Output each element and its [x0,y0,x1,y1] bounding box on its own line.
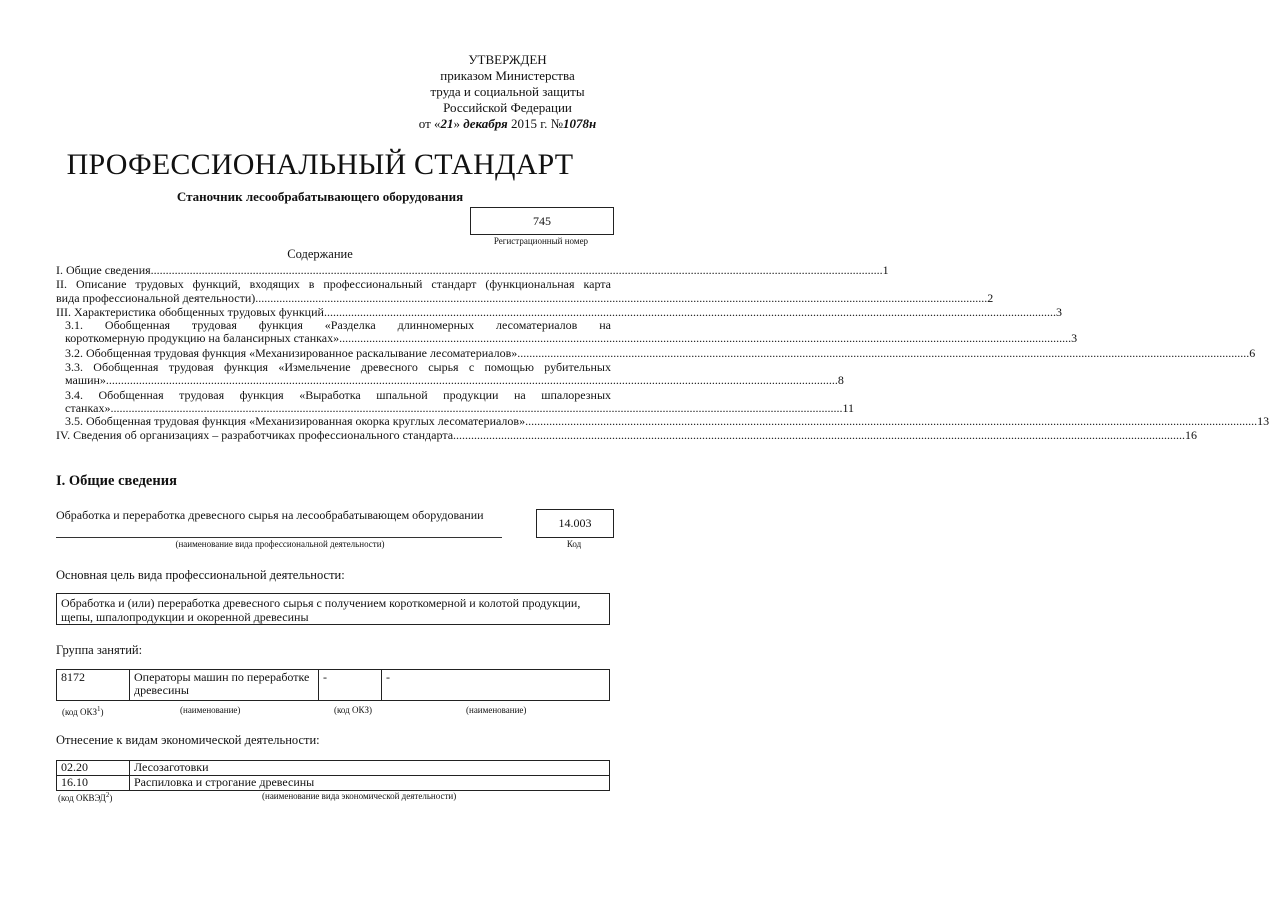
approval-date-line [400,116,615,132]
toc-item-text-cont: вида профессиональной деятельности) [56,290,256,305]
approval-line-2: приказом Министерства [440,68,575,83]
date-day-close: » [453,116,460,131]
okz-code-caption-2: (код ОКЗ) [334,705,372,715]
approval-block [400,52,615,132]
toc-item[interactable] [56,318,1078,346]
toc-item[interactable] [56,427,1198,442]
toc-item-text: IV. Сведения об организациях – разработчиках профессионального стандарта [56,427,454,442]
toc-dots: .................................................................................................................................................................................................................................................... [323,304,1056,319]
toc-item[interactable] [56,360,844,388]
toc-dots: .................................................................................................................................................................................................................................................... [110,400,843,415]
date-year: 2015 г. № [511,116,564,131]
okz-code-cell: 8172 [57,670,130,701]
toc-item[interactable] [56,345,1256,360]
toc-item-text-cont: короткомерную продукцию на балансирных станках» [65,331,340,346]
toc-title: Содержание [287,247,353,261]
toc-item[interactable] [56,263,889,277]
okz-name-cell: Операторы машин по переработке древесины [130,670,319,701]
econ-label: Отнесение к видам экономической деятельности: [56,733,320,747]
table-row [57,670,610,701]
toc-item-page: 3 [1071,331,1078,346]
toc-dots: .................................................................................................................................................................................................................................................... [255,290,988,305]
table-of-contents [56,263,1269,442]
date-day: 21 [440,116,454,131]
toc-item-page: 8 [837,373,844,388]
activity-code-caption: Код [566,539,582,549]
okved-table [56,760,610,791]
activity-underline [56,537,502,538]
activity-name: Обработка и переработка древесного сырья на лесообрабатывающем оборудовании [56,508,484,522]
toc-item-text: 3.2. Обобщенная трудовая функция «Механизированное раскалывание лесоматериалов» [65,345,518,360]
okved-code-caption: (код ОКВЭД$^2$) [58,791,113,803]
toc-item-page: 11 [842,400,855,415]
goal-box: Обработка и (или) переработка древесного сырья с получением короткомерной и колотой продукции, щепы, шпалопродукции и окоренной древесины [56,593,610,625]
toc-item[interactable] [56,277,994,305]
toc-item-page: 16 [1185,427,1198,442]
section-heading: I. Общие сведения [56,473,177,489]
document-title: ПРОФЕССИОНАЛЬНЫЙ СТАНДАРТ [66,148,574,181]
toc-item-text: I. Общие сведения [56,263,151,277]
table-row [57,761,610,776]
toc-item-page: 13 [1257,414,1269,429]
toc-item-page: 3 [1055,304,1062,319]
toc-item-text: 3.1. Обобщенная трудовая функция «Разделка длинномерных лесоматериалов на [65,318,611,333]
group-label: Группа занятий: [56,643,143,657]
toc-item-text: 3.3. Обобщенная трудовая функция «Измельчение древесного сырья с помощью рубительных [65,360,611,375]
toc-dots: .................................................................................................................................................................................................................................................... [150,263,883,277]
toc-item-text: II. Описание трудовых функций, входящих в профессиональный стандарт (функциональная карта [56,277,611,292]
toc-item-page: 1 [882,263,889,277]
okz-name-caption: (наименование) [180,705,241,715]
toc-item[interactable] [56,414,1269,429]
okved-name-caption: (наименование вида экономической деятельности) [262,791,457,801]
okz-code-cell: - [319,670,382,701]
okved-code-cell: 02.20 [57,761,130,776]
okz-name-caption-2: (наименование) [466,705,527,715]
date-prefix: от « [418,116,441,131]
toc-item-text-cont: машин» [65,373,106,388]
toc-item-text: 3.4. Обобщенная трудовая функция «Выработка шпальной продукции на шпалорезных [65,387,611,402]
approval-line-4: Российской Федерации [443,100,572,115]
standard-name: Станочник лесообрабатывающего оборудования [176,189,464,204]
toc-item-page: 6 [1249,345,1256,360]
approval-line-1: УТВЕРЖДЕН [468,52,547,67]
toc-item-text: 3.5. Обобщенная трудовая функция «Механизированная окорка круглых лесоматериалов» [65,414,526,429]
table-row [57,776,610,791]
okved-name-cell: Лесозаготовки [130,761,610,776]
toc-dots: .................................................................................................................................................................................................................................................... [105,373,838,388]
toc-item-text: III. Характеристика обобщенных трудовых функций [56,304,324,319]
registration-caption: Регистрационный номер [493,236,589,246]
okved-code-cell: 16.10 [57,776,130,791]
toc-dots: .................................................................................................................................................................................................................................................... [517,345,1250,360]
approval-line-3: труда и социальной защиты [430,84,585,99]
okz-name-cell: - [382,670,610,701]
registration-number-box: 745 [470,207,614,235]
toc-dots: .................................................................................................................................................................................................................................................... [339,331,1072,346]
activity-code-box: 14.003 [536,509,614,538]
okz-code-caption: (код ОКЗ$^1$) [62,705,104,717]
date-month: декабря [463,116,508,131]
goal-label: Основная цель вида профессиональной деятельности: [56,568,345,582]
occupation-table [56,669,610,701]
activity-caption: (наименование вида профессиональной деятельности) [175,539,385,549]
toc-dots: .................................................................................................................................................................................................................................................... [525,414,1258,429]
toc-item-page: 2 [987,290,994,305]
order-number: 1078н [563,116,597,131]
toc-item-text-cont: станках» [65,400,111,415]
toc-item[interactable] [56,304,1062,319]
toc-item[interactable] [56,387,855,416]
toc-dots: .................................................................................................................................................................................................................................................... [453,427,1186,442]
okved-name-cell: Распиловка и строгание древесины [130,776,610,791]
